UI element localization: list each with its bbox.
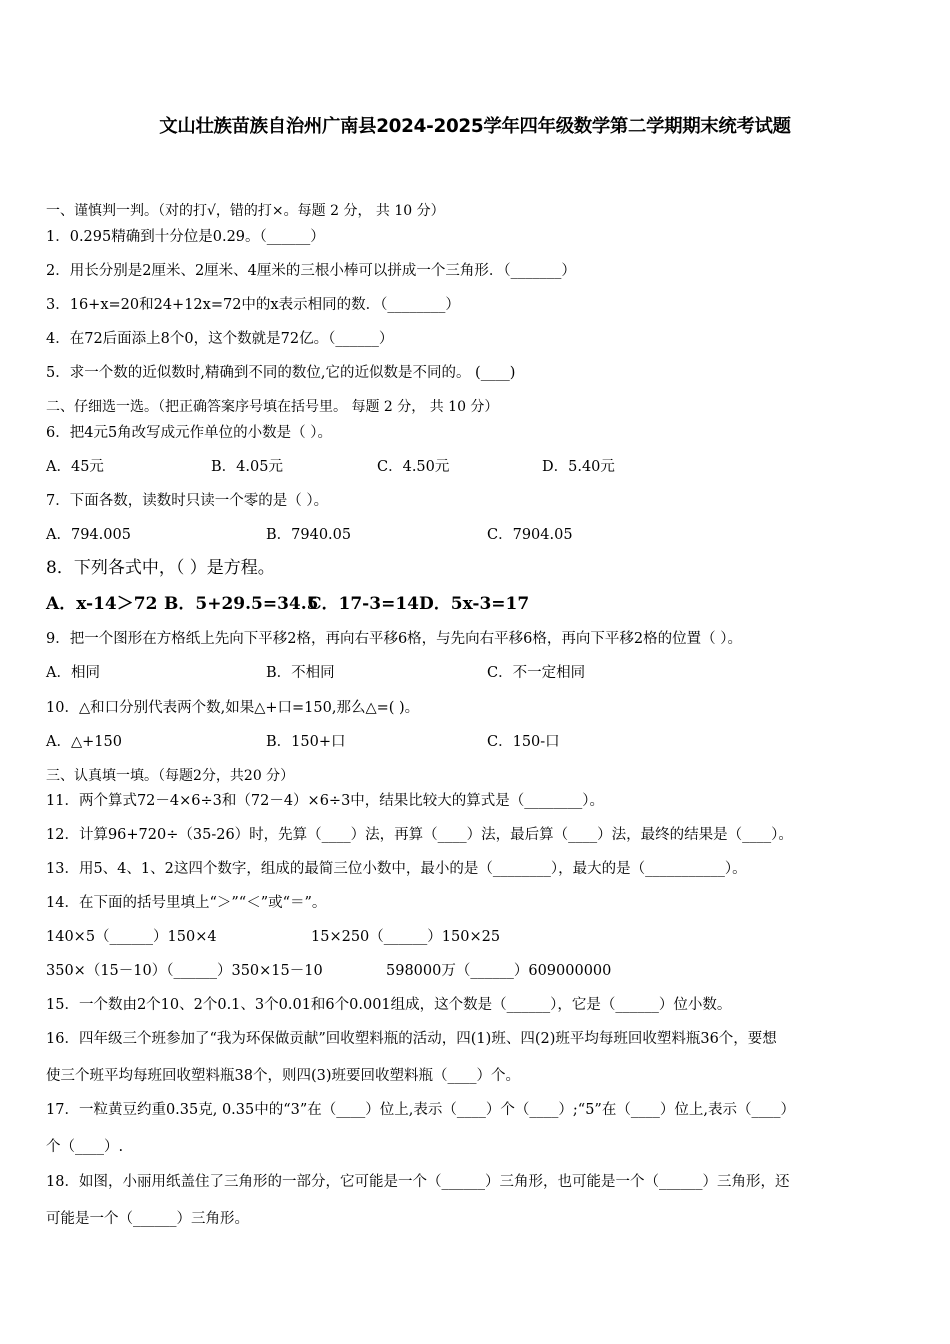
question-17-line-1: 17．一粒黄豆约重0.35克, 0.35中的“3”在（____）位上,表示（____）个（____）;“5”在（____）位上,表示（____） <box>46 1102 795 1118</box>
q8-option-b: B．5+29.5=34.5 <box>164 594 319 614</box>
question-18-line-1: 18．如图，小丽用纸盖住了三角形的一部分，它可能是一个（______）三角形，也可能是一个（______）三角形，还 <box>46 1174 790 1190</box>
question-5: 5．求一个数的近似数时,精确到不同的数位,它的近似数是不同的。 (____) <box>46 365 516 381</box>
section-2-heading: 二、仔细选一选。（把正确答案序号填在括号里。 每题 2 分， 共 10 分） <box>46 399 499 415</box>
question-4: 4．在72后面添上8个0，这个数就是72亿。（______） <box>46 331 394 347</box>
page-title: 文山壮族苗族自治州广南县2024-2025学年四年级数学第二学期期末统考试题 <box>159 116 791 137</box>
q9-option-b: B．不相同 <box>266 665 335 681</box>
q7-option-c: C．7904.05 <box>487 527 573 543</box>
question-7: 7．下面各数，读数时只读一个零的是（ ）。 <box>46 493 329 509</box>
q10-option-b: B．150+口 <box>266 734 346 750</box>
question-18-line-2: 可能是一个（______）三角形。 <box>46 1211 249 1227</box>
q6-option-c: C．4.50元 <box>377 459 450 475</box>
question-6: 6．把4元5角改写成元作单位的小数是（ ）。 <box>46 425 333 441</box>
q14-compare-2: 15×250（______）150×25 <box>311 929 501 945</box>
question-13: 13．用5、4、1、2这四个数字，组成的最简三位小数中，最小的是（________），最大的是（___________）。 <box>46 861 747 877</box>
q6-option-b: B．4.05元 <box>211 459 283 475</box>
q14-compare-1: 140×5（______）150×4 <box>46 929 217 945</box>
question-9: 9．把一个图形在方格纸上先向下平移2格，再向右平移6格，与先向右平移6格，再向下平移2格的位置（ ）。 <box>46 631 742 647</box>
q9-option-a: A．相同 <box>46 665 100 681</box>
question-12: 12．计算96+720÷（35-26）时，先算（____）法，再算（____）法，最后算（____）法，最终的结果是（____）。 <box>46 827 793 843</box>
question-11: 11．两个算式72－4×6÷3和（72－4）×6÷3中，结果比较大的算式是（________）。 <box>46 793 605 809</box>
q10-option-a: A．△+150 <box>46 734 122 750</box>
question-17-line-2: 个（____）. <box>46 1139 124 1155</box>
question-1: 1．0.295精确到十分位是0.29。（______） <box>46 229 325 245</box>
question-16-line-1: 16．四年级三个班参加了“我为环保做贡献”回收塑料瓶的活动，四(1)班、四(2)班平均每班回收塑料瓶36个，要想 <box>46 1031 777 1047</box>
question-3: 3．16+x=20和24+12x=72中的x表示相同的数．（________） <box>46 297 460 313</box>
section-3-heading: 三、认真填一填。（每题2分，共20 分） <box>46 768 295 784</box>
q7-option-a: A．794.005 <box>46 527 131 543</box>
question-10: 10．△和口分别代表两个数,如果△+口=150,那么△=( )。 <box>46 700 420 716</box>
q9-option-c: C．不一定相同 <box>487 665 586 681</box>
q7-option-b: B．7940.05 <box>266 527 352 543</box>
q6-option-a: A．45元 <box>46 459 104 475</box>
q8-option-c: C．17-3=14 <box>308 594 419 614</box>
section-1-heading: 一、谨慎判一判。（对的打√，错的打×。每题 2 分， 共 10 分） <box>46 203 445 219</box>
q10-option-c: C．150-口 <box>487 734 560 750</box>
q8-option-a: A．x-14＞72 <box>46 594 158 614</box>
q6-option-d: D．5.40元 <box>542 459 615 475</box>
q8-option-d: D．5x-3=17 <box>419 594 530 614</box>
question-2: 2．用长分别是2厘米、2厘米、4厘米的三根小棒可以拼成一个三角形．（_______） <box>46 263 576 279</box>
question-14: 14．在下面的括号里填上“＞”“＜”或“＝”。 <box>46 895 327 911</box>
question-8: 8．下列各式中，（ ）是方程。 <box>46 558 275 578</box>
question-16-line-2: 使三个班平均每班回收塑料瓶38个，则四(3)班要回收塑料瓶（____）个。 <box>46 1068 520 1084</box>
q14-compare-4: 598000万（______）609000000 <box>386 963 612 979</box>
question-15: 15．一个数由2个10、2个0.1、3个0.01和6个0.001组成，这个数是（______），它是（______）位小数。 <box>46 997 732 1013</box>
q14-compare-3: 350×（15－10）（______）350×15－10 <box>46 963 323 979</box>
